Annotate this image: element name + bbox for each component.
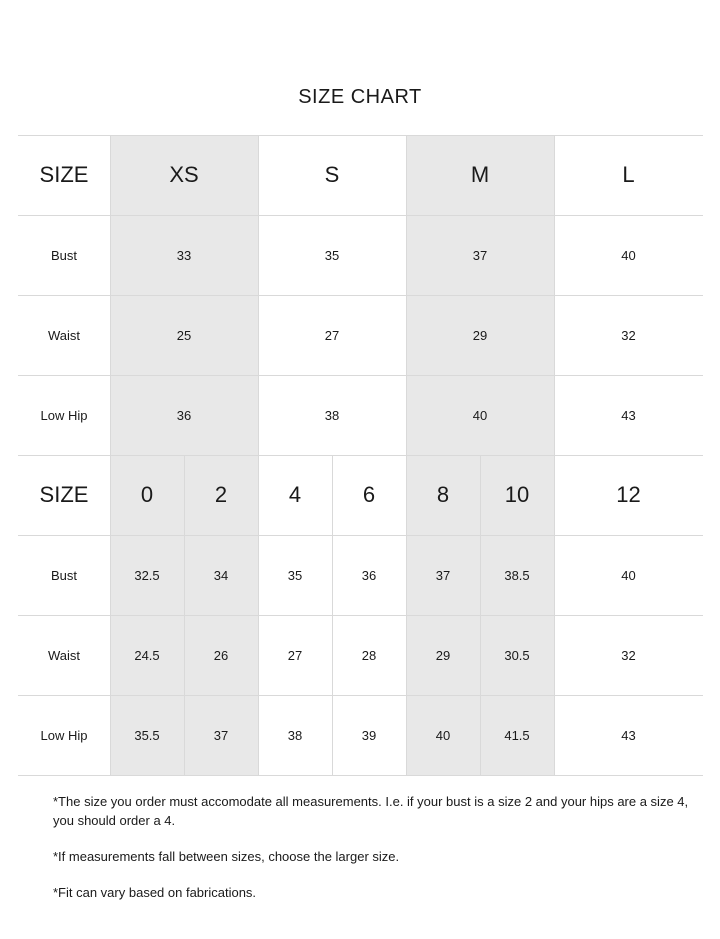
table-cell: 25 (176, 327, 192, 343)
table-cell: 35 (324, 247, 340, 263)
size-header-6: 6 (362, 482, 376, 507)
table-cell: 41.5 (504, 727, 530, 743)
table-cell: 38.5 (504, 567, 530, 583)
table-cell: 32 (621, 327, 636, 343)
size-header-12: 12 (616, 482, 641, 507)
row-label-waist: Waist (47, 647, 81, 663)
size-header-xs: XS (169, 162, 199, 187)
table-cell: 34 (213, 567, 229, 583)
table-cell: 40 (621, 567, 636, 583)
table-cell: 38 (324, 407, 340, 423)
table-cell: 37 (435, 567, 451, 583)
row-label-bust: Bust (50, 247, 77, 263)
table-cell: 37 (213, 727, 229, 743)
table-cell: 35.5 (134, 727, 160, 743)
table-cell: 38 (287, 727, 303, 743)
size-header-0: 0 (140, 482, 154, 507)
table-cell: 43 (621, 407, 636, 423)
table-cell: 33 (176, 247, 192, 263)
note-fabrications: *Fit can vary based on fabrications. (53, 885, 257, 900)
table-cell: 28 (361, 647, 377, 663)
table-cell: 24.5 (134, 647, 160, 663)
row-label-low-hip: Low Hip (40, 407, 88, 423)
table-cell: 37 (472, 247, 488, 263)
table-cell: 40 (621, 247, 636, 263)
table-cell: 26 (213, 647, 229, 663)
row-label-low-hip: Low Hip (40, 727, 88, 743)
table-cell: 32 (621, 647, 636, 663)
table-cell: 35 (287, 567, 303, 583)
table-cell: 39 (361, 727, 377, 743)
size-header-m: M (470, 162, 490, 187)
table-cell: 32.5 (134, 567, 160, 583)
notes (53, 792, 693, 919)
letter-size-header-label: SIZE (39, 162, 89, 187)
size-header-2: 2 (214, 482, 228, 507)
table-cell: 30.5 (504, 647, 530, 663)
size-header-l: L (622, 162, 635, 187)
row-label-waist: Waist (47, 327, 81, 343)
row-label-bust: Bust (50, 567, 77, 583)
size-header-4: 4 (288, 482, 302, 507)
number-size-header-label: SIZE (39, 482, 89, 507)
table-cell: 29 (435, 647, 451, 663)
table-cell: 40 (435, 727, 451, 743)
page-title: SIZE CHART (298, 86, 422, 108)
table-cell: 43 (621, 727, 636, 743)
note-between-sizes: *If measurements fall between sizes, choose the larger size. (53, 849, 400, 864)
table-cell: 36 (176, 407, 192, 423)
table-cell: 40 (472, 407, 488, 423)
size-header-8: 8 (436, 482, 450, 507)
table-cell: 36 (361, 567, 377, 583)
size-header-s: S (324, 162, 340, 187)
size-chart (18, 135, 703, 775)
size-header-10: 10 (504, 482, 530, 507)
table-cell: 27 (324, 327, 340, 343)
note-accommodate: *The size you order must accomodate all measurements. I.e. if your bust is a size 2 and your hips are a size 4, you should order a 4. (53, 794, 689, 828)
table-cell: 27 (287, 647, 303, 663)
table-cell: 29 (472, 327, 488, 343)
